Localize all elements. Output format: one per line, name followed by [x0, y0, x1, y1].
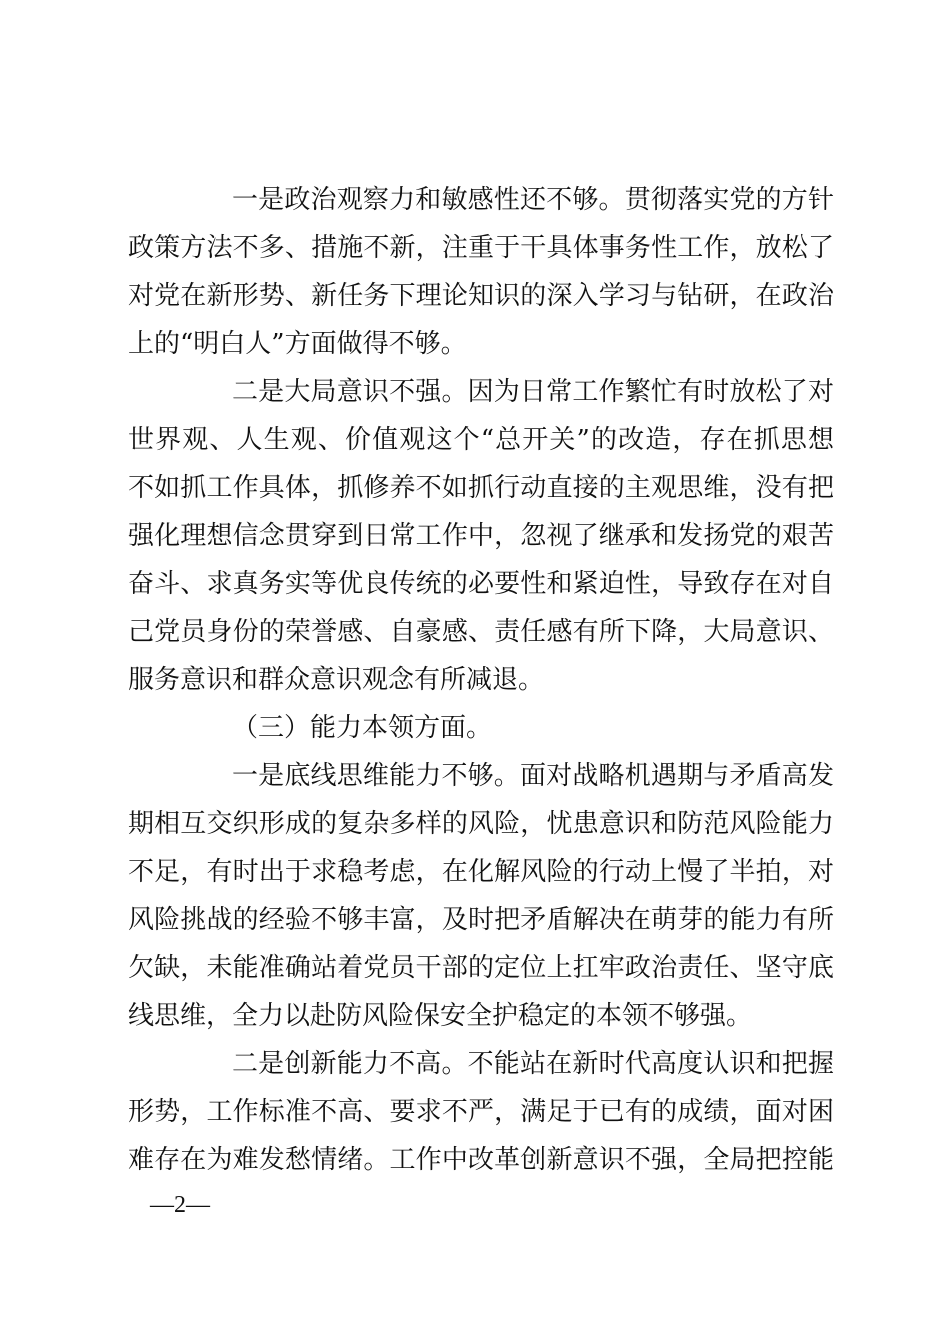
paragraph-line: 上的“明白人”方面做得不够。 [128, 329, 467, 359]
paragraph-line: 对党在新形势、新任务下理论知识的深入学习与钻研，在政治 [128, 281, 834, 311]
section-heading: （三）能力本领方面。 [232, 713, 493, 743]
paragraph-line: 己党员身份的荣誉感、自豪感、责任感有所下降，大局意识、 [128, 617, 834, 647]
paragraph-line: 风险挑战的经验不够丰富，及时把矛盾解决在萌芽的能力有所 [128, 905, 834, 935]
paragraph-line: 一是底线思维能力不够。面对战略机遇期与矛盾高发 [232, 761, 834, 791]
paragraph-line: 欠缺，未能准确站着党员干部的定位上扛牢政治责任、坚守底 [128, 953, 834, 983]
paragraph-line: 不如抓工作具体，抓修养不如抓行动直接的主观思维，没有把 [128, 473, 834, 503]
paragraph-line: 二是创新能力不高。不能站在新时代高度认识和把握 [232, 1049, 834, 1079]
paragraph-line: 服务意识和群众意识观念有所减退。 [128, 665, 545, 695]
page-number: —2— [150, 1192, 210, 1218]
paragraph-line: 强化理想信念贯穿到日常工作中，忽视了继承和发扬党的艰苦 [128, 521, 834, 551]
paragraph-line: 二是大局意识不强。因为日常工作繁忙有时放松了对 [232, 377, 834, 407]
paragraph-line: 世界观、人生观、价值观这个“总开关”的改造，存在抓思想 [128, 425, 834, 455]
paragraph-line: 一是政治观察力和敏感性还不够。贯彻落实党的方针 [232, 185, 834, 215]
paragraph-line: 难存在为难发愁情绪。工作中改革创新意识不强，全局把控能 [128, 1145, 834, 1175]
paragraph-line: 形势，工作标准不高、要求不严，满足于已有的成绩，面对困 [128, 1097, 834, 1127]
paragraph-line: 政策方法不多、措施不新，注重于干具体事务性工作，放松了 [128, 233, 834, 263]
paragraph-line: 奋斗、求真务实等优良传统的必要性和紧迫性，导致存在对自 [128, 569, 834, 599]
paragraph-line: 不足，有时出于求稳考虑，在化解风险的行动上慢了半拍，对 [128, 857, 834, 887]
paragraph-line: 线思维，全力以赴防风险保安全护稳定的本领不够强。 [128, 1001, 753, 1031]
paragraph-line: 期相互交织形成的复杂多样的风险，忧患意识和防范风险能力 [128, 809, 834, 839]
